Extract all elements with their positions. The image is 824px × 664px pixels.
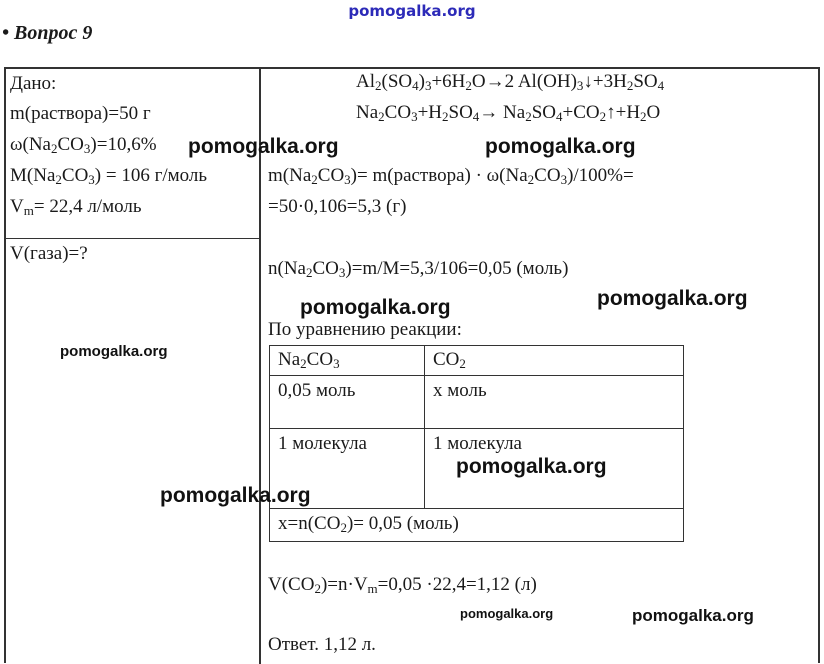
subscript: 3 bbox=[560, 172, 568, 187]
ratio-table-row bbox=[270, 376, 684, 429]
subscript: 3 bbox=[338, 265, 346, 280]
ratio-cell: 0,05 моль bbox=[270, 376, 425, 429]
subscript: 2 bbox=[375, 78, 382, 93]
chem-text: SO bbox=[448, 102, 473, 123]
subscript: 2 bbox=[459, 356, 466, 371]
subscript: 2 bbox=[55, 172, 62, 187]
given-molar-volume bbox=[10, 196, 142, 218]
ratio-head-co2 bbox=[425, 346, 684, 376]
page-edge-mask bbox=[400, 656, 580, 664]
chem-text: CO bbox=[384, 102, 412, 123]
chem-text: Al bbox=[356, 71, 375, 92]
chem-text: CO bbox=[534, 165, 561, 186]
chem-text: )= m(раствора) · ω(Na bbox=[350, 165, 528, 186]
ratio-cell: 1 молекула bbox=[425, 429, 684, 509]
watermark: pomogalka.org bbox=[160, 484, 311, 507]
chem-text: ↓+3H bbox=[583, 71, 627, 92]
chem-text: )=10,6% bbox=[90, 134, 157, 155]
chem-text: +H bbox=[417, 102, 442, 123]
subscript: 4 bbox=[657, 78, 665, 93]
subscript: 2 bbox=[527, 172, 535, 187]
chem-text: CO bbox=[306, 349, 334, 370]
subscript: 3 bbox=[333, 356, 340, 371]
subscript: m bbox=[23, 203, 34, 218]
watermark: pomogalka.org bbox=[60, 343, 168, 360]
chem-text: CO bbox=[57, 134, 84, 155]
subscript: 3 bbox=[88, 172, 95, 187]
subscript: 2 bbox=[300, 356, 307, 371]
given-header: Дано: bbox=[10, 73, 57, 94]
chem-text: V bbox=[10, 196, 24, 217]
ratio-result bbox=[270, 509, 684, 542]
subscript: 4 bbox=[556, 109, 563, 124]
watermark: pomogalka.org bbox=[597, 287, 748, 310]
ratio-table bbox=[269, 345, 684, 542]
watermark-top: pomogalka.org bbox=[348, 2, 476, 20]
subscript: 2 bbox=[51, 141, 58, 156]
mass-calc-line-2: =50·0,106=5,3 (г) bbox=[268, 196, 407, 217]
subscript: 2 bbox=[640, 109, 647, 124]
chem-text: CO bbox=[317, 165, 345, 186]
ratio-head-na2co3 bbox=[270, 346, 425, 376]
chem-text: ω(Na bbox=[10, 134, 51, 155]
given-find-divider bbox=[4, 238, 260, 239]
subscript: 3 bbox=[576, 78, 584, 93]
subscript: 2 bbox=[442, 109, 449, 124]
given-omega bbox=[10, 134, 157, 156]
subscript: 3 bbox=[411, 109, 418, 124]
chem-text: SO bbox=[633, 71, 658, 92]
chem-text: M(Na bbox=[10, 165, 56, 186]
question-title: • Вопрос 9 bbox=[2, 22, 93, 44]
chem-text: )= 0,05 (моль) bbox=[346, 513, 459, 534]
subscript: 2 bbox=[525, 109, 532, 124]
watermark: pomogalka.org bbox=[460, 606, 554, 621]
chem-text: +6H bbox=[431, 71, 466, 92]
chem-text: SO bbox=[531, 102, 556, 123]
watermark: pomogalka.org bbox=[456, 455, 607, 478]
chem-text: O bbox=[646, 102, 661, 123]
chem-text: (SO bbox=[381, 71, 413, 92]
subscript: 4 bbox=[412, 78, 419, 93]
subscript: 2 bbox=[599, 109, 607, 124]
chem-text: m(Na bbox=[268, 165, 312, 186]
subscript: 2 bbox=[378, 109, 385, 124]
subscript: 4 bbox=[472, 109, 480, 124]
mass-calc-line-1 bbox=[268, 165, 634, 187]
chem-text: ↑+H bbox=[606, 102, 641, 123]
chem-text: CO bbox=[61, 165, 89, 186]
subscript: 3 bbox=[344, 172, 351, 187]
ratio-table-header-row bbox=[270, 346, 684, 376]
chem-text: → Na bbox=[479, 102, 526, 123]
subscript: 2 bbox=[465, 78, 472, 93]
chem-text: x=n(CO bbox=[278, 513, 341, 534]
subscript: 2 bbox=[626, 78, 634, 93]
ratio-table-result-row bbox=[270, 509, 684, 542]
watermark: pomogalka.org bbox=[300, 296, 451, 319]
watermark: pomogalka.org bbox=[188, 135, 339, 158]
chem-text: CO bbox=[433, 349, 460, 370]
chem-text: O→2 Al(OH) bbox=[471, 71, 577, 92]
subscript: 2 bbox=[340, 520, 347, 535]
chem-text: n(Na bbox=[268, 258, 306, 279]
chem-text: ) bbox=[418, 71, 425, 92]
subscript: 2 bbox=[311, 172, 318, 187]
ratio-cell: 1 молекула bbox=[270, 429, 425, 509]
subscript: m bbox=[367, 581, 378, 596]
chem-text: ) = 106 г/моль bbox=[94, 165, 208, 186]
equation-1 bbox=[356, 71, 664, 93]
given-molar-mass bbox=[10, 165, 207, 187]
chem-text: CO bbox=[312, 258, 339, 279]
answer-line: Ответ. 1,12 л. bbox=[268, 634, 376, 655]
volume-calc-line bbox=[268, 574, 537, 596]
chem-text: )=m/M=5,3/106=0,05 (моль) bbox=[345, 258, 569, 279]
moles-calc-line bbox=[268, 258, 568, 280]
chem-text: )=n·V bbox=[320, 574, 368, 595]
ratio-cell: x моль bbox=[425, 376, 684, 429]
subscript: 2 bbox=[305, 265, 313, 280]
chem-text: =0,05 ·22,4=1,12 (л) bbox=[377, 574, 537, 595]
chem-text: V(CO bbox=[268, 574, 315, 595]
chem-text: Na bbox=[356, 102, 379, 123]
watermark: pomogalka.org bbox=[632, 606, 754, 625]
watermark: pomogalka.org bbox=[485, 135, 636, 158]
chem-text: )/100%= bbox=[567, 165, 634, 186]
subscript: 3 bbox=[424, 78, 432, 93]
equation-2 bbox=[356, 102, 660, 124]
by-equation-label: По уравнению реакции: bbox=[268, 319, 462, 340]
chem-text: = 22,4 л/моль bbox=[33, 196, 142, 217]
given-mass-solution: m(раствора)=50 г bbox=[10, 103, 151, 124]
subscript: 3 bbox=[83, 141, 91, 156]
find-volume: V(газа)=? bbox=[10, 243, 88, 264]
chem-text: +CO bbox=[562, 102, 600, 123]
subscript: 2 bbox=[314, 581, 321, 596]
chem-text: Na bbox=[278, 349, 301, 370]
